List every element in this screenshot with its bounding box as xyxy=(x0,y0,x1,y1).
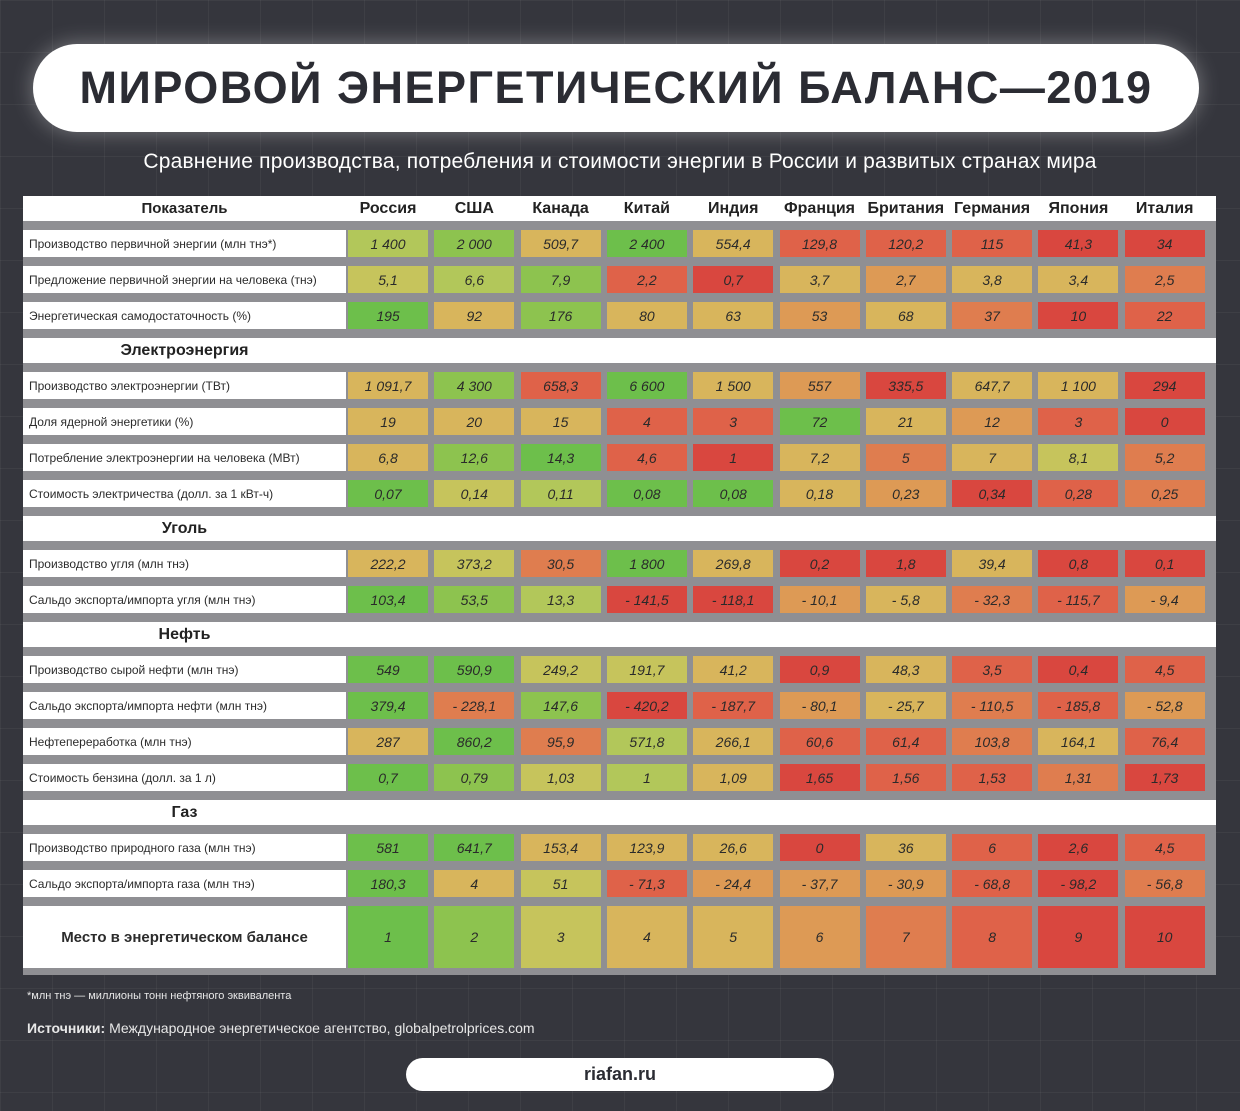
value-cell: 7 xyxy=(952,444,1032,471)
table-row xyxy=(23,444,1216,471)
section-title: Электроэнергия xyxy=(120,341,249,359)
value-cell: - 52,8 xyxy=(1125,692,1205,719)
value-cell: 1 xyxy=(607,764,687,791)
value-cell: 4,5 xyxy=(1125,834,1205,861)
value-cell: 103,4 xyxy=(348,586,428,613)
value-cell: 0,14 xyxy=(434,480,514,507)
value-cell: 1 800 xyxy=(607,550,687,577)
value-cell: 53,5 xyxy=(434,586,514,613)
value-cell: - 420,2 xyxy=(607,692,687,719)
value-cell: 1 xyxy=(693,444,773,471)
value-cell: 53 xyxy=(780,302,860,329)
value-cell: 3,4 xyxy=(1038,266,1118,293)
value-cell: 6 xyxy=(780,906,860,968)
value-cell: - 5,8 xyxy=(866,586,946,613)
value-cell: 2,7 xyxy=(866,266,946,293)
value-cell: - 228,1 xyxy=(434,692,514,719)
row-label: Потребление электроэнергии на человека (МВт) xyxy=(23,444,346,471)
table-row xyxy=(23,586,1216,613)
value-cell: 1,8 xyxy=(866,550,946,577)
value-cell: 2 400 xyxy=(607,230,687,257)
value-cell: 2,2 xyxy=(607,266,687,293)
value-cell: 5,1 xyxy=(348,266,428,293)
table-row xyxy=(23,266,1216,293)
value-cell: 4 xyxy=(434,870,514,897)
value-cell: 249,2 xyxy=(521,656,601,683)
value-cell: 5 xyxy=(693,906,773,968)
value-cell: 41,2 xyxy=(693,656,773,683)
value-cell: 191,7 xyxy=(607,656,687,683)
value-cell: - 56,8 xyxy=(1125,870,1205,897)
value-cell: 41,3 xyxy=(1038,230,1118,257)
value-cell: 0,11 xyxy=(521,480,601,507)
value-cell: 0,9 xyxy=(780,656,860,683)
table-header-row xyxy=(23,196,1216,221)
column-header: Россия xyxy=(359,199,417,217)
row-label: Производство природного газа (млн тнэ) xyxy=(23,834,346,861)
value-cell: 180,3 xyxy=(348,870,428,897)
value-cell: 5,2 xyxy=(1125,444,1205,471)
page-subtitle: Сравнение производства, потребления и стоимости энергии в России и развитых странах мира xyxy=(143,150,1097,173)
table-row xyxy=(23,372,1216,399)
row-label: Производство угля (млн тнэ) xyxy=(23,550,346,577)
column-header: Япония xyxy=(1048,199,1109,217)
table-row xyxy=(23,728,1216,755)
value-cell: 51 xyxy=(521,870,601,897)
value-cell: 658,3 xyxy=(521,372,601,399)
value-cell: - 187,7 xyxy=(693,692,773,719)
value-cell: 4 300 xyxy=(434,372,514,399)
value-cell: 335,5 xyxy=(866,372,946,399)
row-label: Нефтепереработка (млн тнэ) xyxy=(23,728,346,755)
value-cell: 10 xyxy=(1125,906,1205,968)
row-label: Стоимость бензина (долл. за 1 л) xyxy=(23,764,346,791)
value-cell: 1 400 xyxy=(348,230,428,257)
column-header: Индия xyxy=(707,199,759,217)
value-cell: 1,56 xyxy=(866,764,946,791)
table-row xyxy=(23,230,1216,257)
value-cell: 0,07 xyxy=(348,480,428,507)
value-cell: 0,08 xyxy=(693,480,773,507)
section-header xyxy=(23,622,1216,647)
value-cell: 39,4 xyxy=(952,550,1032,577)
value-cell: 581 xyxy=(348,834,428,861)
value-cell: 6 xyxy=(952,834,1032,861)
value-cell: 4 xyxy=(607,408,687,435)
table-row xyxy=(23,408,1216,435)
value-cell: 3 xyxy=(521,906,601,968)
row-label: Доля ядерной энергетики (%) xyxy=(23,408,346,435)
value-cell: 6,6 xyxy=(434,266,514,293)
row-label: Энергетическая самодостаточность (%) xyxy=(23,302,346,329)
value-cell: 0,4 xyxy=(1038,656,1118,683)
table-row xyxy=(23,480,1216,507)
value-cell: 61,4 xyxy=(866,728,946,755)
value-cell: 294 xyxy=(1125,372,1205,399)
value-cell: 0,18 xyxy=(780,480,860,507)
value-cell: 1,31 xyxy=(1038,764,1118,791)
value-cell: - 10,1 xyxy=(780,586,860,613)
value-cell: 557 xyxy=(780,372,860,399)
row-label: Производство первичной энергии (млн тнэ*) xyxy=(23,230,346,257)
value-cell: 0 xyxy=(780,834,860,861)
value-cell: 12 xyxy=(952,408,1032,435)
value-cell: 549 xyxy=(348,656,428,683)
value-cell: 3,7 xyxy=(780,266,860,293)
value-cell: 103,8 xyxy=(952,728,1032,755)
value-cell: 0,23 xyxy=(866,480,946,507)
table-row xyxy=(23,692,1216,719)
value-cell: - 37,7 xyxy=(780,870,860,897)
value-cell: 123,9 xyxy=(607,834,687,861)
value-cell: 60,6 xyxy=(780,728,860,755)
value-cell: 95,9 xyxy=(521,728,601,755)
value-cell: 30,5 xyxy=(521,550,601,577)
value-cell: 0,28 xyxy=(1038,480,1118,507)
value-cell: 92 xyxy=(434,302,514,329)
value-cell: 571,8 xyxy=(607,728,687,755)
table-row xyxy=(23,764,1216,791)
value-cell: 26,6 xyxy=(693,834,773,861)
value-cell: 76,4 xyxy=(1125,728,1205,755)
value-cell: 129,8 xyxy=(780,230,860,257)
value-cell: 68 xyxy=(866,302,946,329)
value-cell: 4 xyxy=(607,906,687,968)
value-cell: 5 xyxy=(866,444,946,471)
table-row xyxy=(23,834,1216,861)
value-cell: 3 xyxy=(693,408,773,435)
value-cell: - 118,1 xyxy=(693,586,773,613)
value-cell: 21 xyxy=(866,408,946,435)
value-cell: 120,2 xyxy=(866,230,946,257)
value-cell: 13,3 xyxy=(521,586,601,613)
value-cell: 176 xyxy=(521,302,601,329)
column-header: Германия xyxy=(954,199,1031,217)
row-label: Сальдо экспорта/импорта нефти (млн тнэ) xyxy=(23,692,346,719)
value-cell: 0,8 xyxy=(1038,550,1118,577)
value-cell: 0,2 xyxy=(780,550,860,577)
value-cell: 34 xyxy=(1125,230,1205,257)
value-cell: 3,8 xyxy=(952,266,1032,293)
value-cell: 860,2 xyxy=(434,728,514,755)
value-cell: 80 xyxy=(607,302,687,329)
table-row xyxy=(23,302,1216,329)
value-cell: 7,9 xyxy=(521,266,601,293)
value-cell: 164,1 xyxy=(1038,728,1118,755)
value-cell: 4,5 xyxy=(1125,656,1205,683)
value-cell: 590,9 xyxy=(434,656,514,683)
value-cell: 554,4 xyxy=(693,230,773,257)
value-cell: 147,6 xyxy=(521,692,601,719)
value-cell: 1,65 xyxy=(780,764,860,791)
value-cell: 222,2 xyxy=(348,550,428,577)
value-cell: 379,4 xyxy=(348,692,428,719)
value-cell: 7 xyxy=(866,906,946,968)
value-cell: - 110,5 xyxy=(952,692,1032,719)
value-cell: 22 xyxy=(1125,302,1205,329)
value-cell: 14,3 xyxy=(521,444,601,471)
value-cell: 0 xyxy=(1125,408,1205,435)
value-cell: 2,6 xyxy=(1038,834,1118,861)
value-cell: 0,79 xyxy=(434,764,514,791)
value-cell: - 9,4 xyxy=(1125,586,1205,613)
value-cell: 647,7 xyxy=(952,372,1032,399)
value-cell: 72 xyxy=(780,408,860,435)
row-label: Производство сырой нефти (млн тнэ) xyxy=(23,656,346,683)
column-header: Китай xyxy=(623,199,670,217)
value-cell: 2 000 xyxy=(434,230,514,257)
value-cell: 1,09 xyxy=(693,764,773,791)
value-cell: 2 xyxy=(434,906,514,968)
value-cell: 12,6 xyxy=(434,444,514,471)
table-row xyxy=(23,550,1216,577)
value-cell: 1,03 xyxy=(521,764,601,791)
rank-row xyxy=(23,906,1216,968)
value-cell: 373,2 xyxy=(434,550,514,577)
value-cell: - 185,8 xyxy=(1038,692,1118,719)
value-cell: 7,2 xyxy=(780,444,860,471)
table-row xyxy=(23,656,1216,683)
value-cell: - 68,8 xyxy=(952,870,1032,897)
value-cell: - 24,4 xyxy=(693,870,773,897)
footnote: *млн тнэ — миллионы тонн нефтяного эквивалента xyxy=(27,990,292,1002)
value-cell: 153,4 xyxy=(521,834,601,861)
section-header xyxy=(23,516,1216,541)
value-cell: 287 xyxy=(348,728,428,755)
section-title: Газ xyxy=(171,803,198,821)
value-cell: - 25,7 xyxy=(866,692,946,719)
section-header xyxy=(23,800,1216,825)
value-cell: 1 500 xyxy=(693,372,773,399)
value-cell: 0,7 xyxy=(693,266,773,293)
row-label: Производство электроэнергии (ТВт) xyxy=(23,372,346,399)
value-cell: - 98,2 xyxy=(1038,870,1118,897)
value-cell: - 32,3 xyxy=(952,586,1032,613)
sources-label: Источники: xyxy=(27,1020,106,1036)
value-cell: 1 100 xyxy=(1038,372,1118,399)
value-cell: 63 xyxy=(693,302,773,329)
value-cell: 48,3 xyxy=(866,656,946,683)
sources xyxy=(27,1020,535,1036)
value-cell: 0,7 xyxy=(348,764,428,791)
section-title: Уголь xyxy=(161,519,208,537)
value-cell: - 71,3 xyxy=(607,870,687,897)
value-cell: 269,8 xyxy=(693,550,773,577)
value-cell: - 115,7 xyxy=(1038,586,1118,613)
value-cell: 0,08 xyxy=(607,480,687,507)
title-banner xyxy=(33,44,1199,132)
value-cell: 19 xyxy=(348,408,428,435)
value-cell: 36 xyxy=(866,834,946,861)
row-label: Место в энергетическом балансе xyxy=(23,906,346,968)
value-cell: 0,34 xyxy=(952,480,1032,507)
row-label: Сальдо экспорта/импорта угля (млн тнэ) xyxy=(23,586,346,613)
section-title: Нефть xyxy=(158,625,211,643)
value-cell: 1 091,7 xyxy=(348,372,428,399)
value-cell: 115 xyxy=(952,230,1032,257)
value-cell: 8,1 xyxy=(1038,444,1118,471)
value-cell: 10 xyxy=(1038,302,1118,329)
section-header xyxy=(23,338,1216,363)
sources-text: Международное энергетическое агентство, globalpetrolprices.com xyxy=(105,1020,535,1036)
energy-balance-table xyxy=(23,196,1216,975)
value-cell: 8 xyxy=(952,906,1032,968)
value-cell: 6,8 xyxy=(348,444,428,471)
value-cell: 2,5 xyxy=(1125,266,1205,293)
value-cell: 15 xyxy=(521,408,601,435)
value-cell: 0,1 xyxy=(1125,550,1205,577)
column-header: США xyxy=(454,199,494,217)
value-cell: 9 xyxy=(1038,906,1118,968)
column-header: Британия xyxy=(867,199,945,217)
value-cell: 37 xyxy=(952,302,1032,329)
header-label: Показатель xyxy=(141,200,228,217)
value-cell: 1,73 xyxy=(1125,764,1205,791)
row-label: Сальдо экспорта/импорта газа (млн тнэ) xyxy=(23,870,346,897)
value-cell: 4,6 xyxy=(607,444,687,471)
value-cell: 1 xyxy=(348,906,428,968)
value-cell: 509,7 xyxy=(521,230,601,257)
row-label: Предложение первичной энергии на человека (тнэ) xyxy=(23,266,346,293)
value-cell: 3,5 xyxy=(952,656,1032,683)
site-link[interactable]: riafan.ru xyxy=(406,1058,834,1091)
value-cell: 3 xyxy=(1038,408,1118,435)
value-cell: 266,1 xyxy=(693,728,773,755)
value-cell: 1,53 xyxy=(952,764,1032,791)
column-header: Франция xyxy=(784,199,855,217)
value-cell: - 30,9 xyxy=(866,870,946,897)
column-header: Канада xyxy=(532,199,589,217)
value-cell: 195 xyxy=(348,302,428,329)
page-title: МИРОВОЙ ЭНЕРГЕТИЧЕСКИЙ БАЛАНС—2019 xyxy=(79,62,1153,113)
value-cell: - 80,1 xyxy=(780,692,860,719)
value-cell: 20 xyxy=(434,408,514,435)
row-label: Стоимость электричества (долл. за 1 кВт-ч) xyxy=(23,480,346,507)
table-row xyxy=(23,870,1216,897)
value-cell: - 141,5 xyxy=(607,586,687,613)
value-cell: 0,25 xyxy=(1125,480,1205,507)
column-header: Италия xyxy=(1135,199,1194,217)
value-cell: 641,7 xyxy=(434,834,514,861)
value-cell: 6 600 xyxy=(607,372,687,399)
